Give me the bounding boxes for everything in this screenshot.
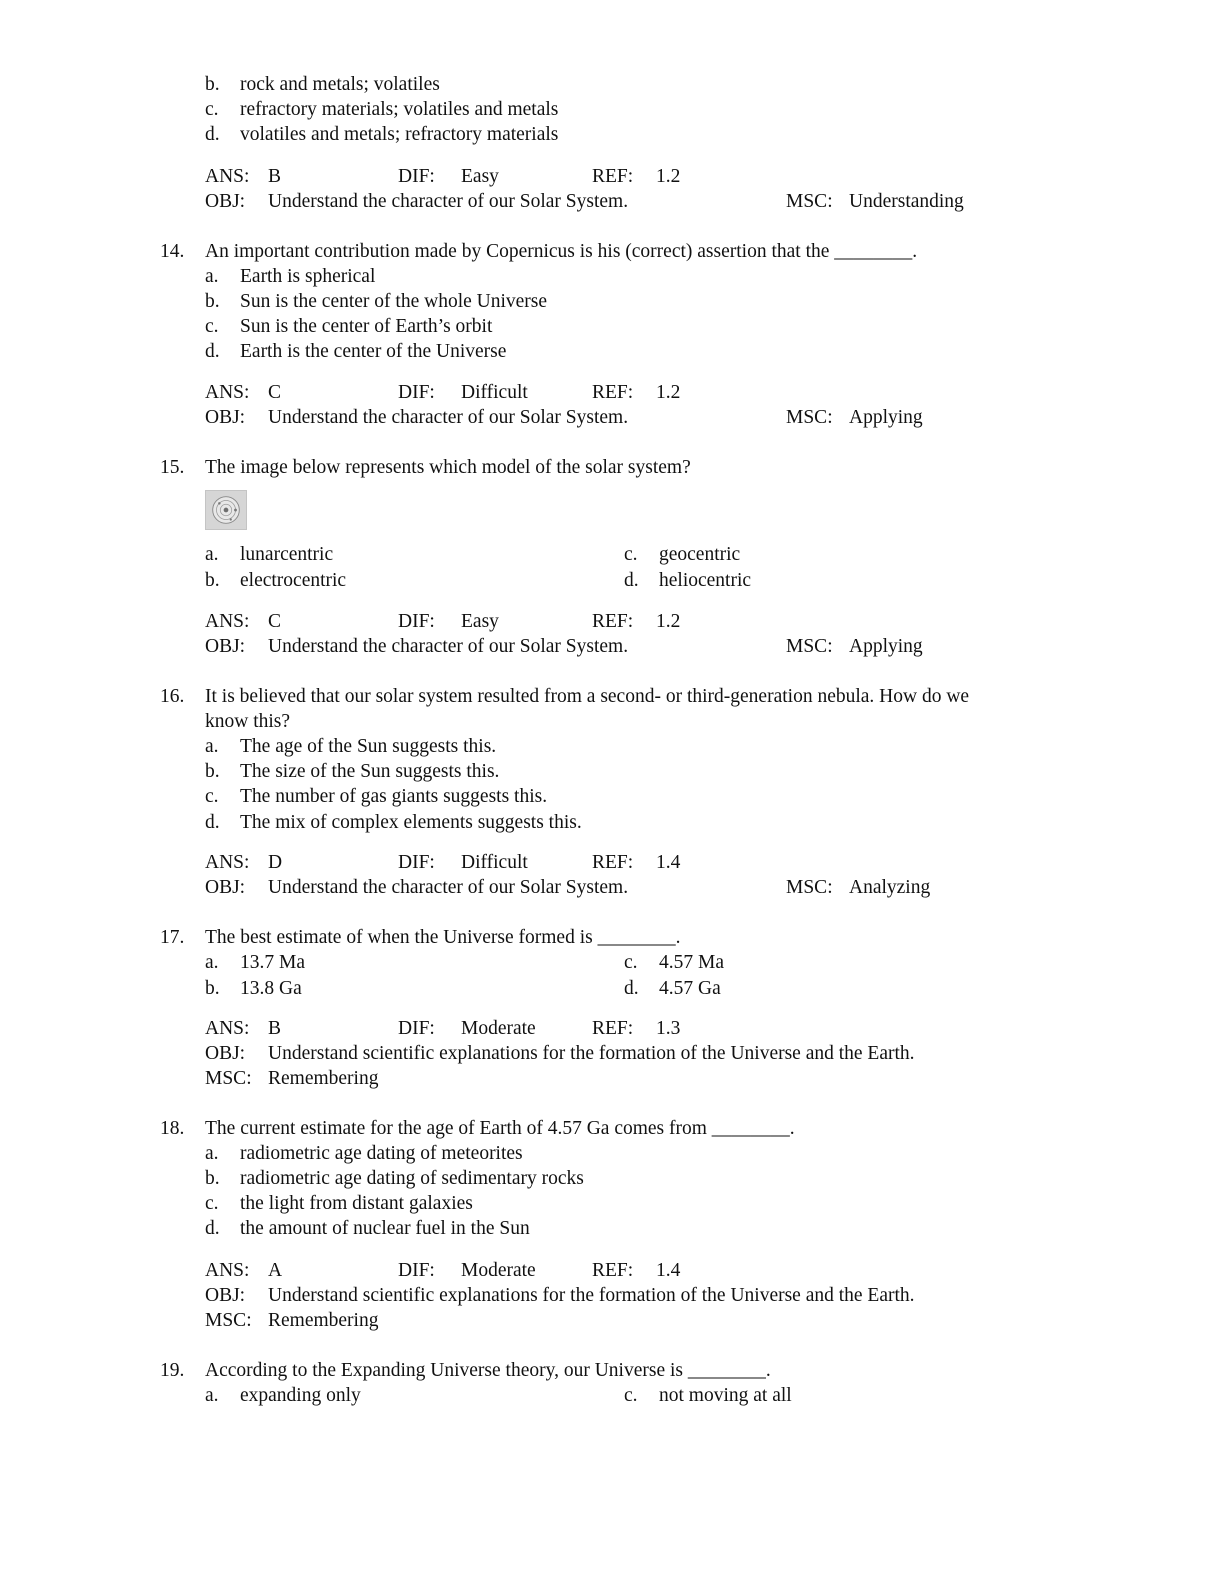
- dif-value: Easy: [461, 611, 499, 632]
- obj-value: Understand the character of our Solar System.: [268, 877, 629, 898]
- option-text: expanding only: [240, 1385, 361, 1406]
- question-number: 14.: [160, 241, 185, 262]
- option-text: radiometric age dating of sedimentary rocks: [240, 1168, 584, 1189]
- dif-value: Moderate: [461, 1260, 536, 1281]
- ref-value: 1.4: [656, 852, 681, 873]
- question-text-continued: know this?: [205, 711, 291, 732]
- option-letter: d.: [205, 124, 220, 145]
- ref-label: REF:: [592, 382, 634, 403]
- option-letter: a.: [205, 736, 219, 757]
- option-text: The mix of complex elements suggests this.: [240, 812, 582, 833]
- dif-value: Easy: [461, 166, 499, 187]
- obj-label: OBJ:: [205, 877, 246, 898]
- obj-value: Understand the character of our Solar System.: [268, 636, 629, 657]
- ref-label: REF:: [592, 611, 634, 632]
- msc-value: Applying: [849, 636, 923, 657]
- msc-label: MSC:: [786, 191, 833, 212]
- msc-value: Remembering: [268, 1068, 379, 1089]
- option-letter: c.: [624, 1385, 638, 1406]
- ans-value: C: [268, 611, 282, 632]
- ref-label: REF:: [592, 1018, 634, 1039]
- option-letter: d.: [205, 812, 220, 833]
- option-letter: d.: [205, 341, 220, 362]
- ans-value: B: [268, 166, 282, 187]
- dif-value: Difficult: [461, 382, 528, 403]
- option-text: heliocentric: [659, 570, 752, 591]
- ans-value: D: [268, 852, 283, 873]
- dif-label: DIF:: [398, 1260, 435, 1281]
- option-letter: c.: [205, 786, 219, 807]
- obj-value: Understand the character of our Solar System.: [268, 407, 629, 428]
- msc-value: Applying: [849, 407, 923, 428]
- option-letter: a.: [205, 544, 219, 565]
- option-letter: a.: [205, 952, 219, 973]
- ref-value: 1.4: [656, 1260, 681, 1281]
- msc-value: Remembering: [268, 1310, 379, 1331]
- option-letter: d.: [624, 570, 639, 591]
- ref-value: 1.2: [656, 382, 681, 403]
- msc-value: Understanding: [849, 191, 964, 212]
- option-letter: c.: [624, 544, 638, 565]
- obj-label: OBJ:: [205, 636, 246, 657]
- option-text: 4.57 Ga: [659, 978, 721, 999]
- option-text: refractory materials; volatiles and metals: [240, 99, 559, 120]
- option-text: electrocentric: [240, 570, 347, 591]
- option-text: The number of gas giants suggests this.: [240, 786, 548, 807]
- obj-label: OBJ:: [205, 1285, 246, 1306]
- ref-label: REF:: [592, 852, 634, 873]
- option-letter: c.: [624, 952, 638, 973]
- option-text: Earth is spherical: [240, 266, 376, 287]
- ans-label: ANS:: [205, 1018, 250, 1039]
- ref-label: REF:: [592, 166, 634, 187]
- option-letter: c.: [205, 99, 219, 120]
- option-text: 4.57 Ma: [659, 952, 724, 973]
- obj-value: Understand scientific explanations for the formation of the Universe and the Earth.: [268, 1043, 915, 1064]
- obj-label: OBJ:: [205, 1043, 246, 1064]
- ans-value: A: [268, 1260, 283, 1281]
- msc-value: Analyzing: [849, 877, 931, 898]
- ans-label: ANS:: [205, 852, 250, 873]
- option-letter: d.: [624, 978, 639, 999]
- msc-label: MSC:: [786, 636, 833, 657]
- ref-value: 1.2: [656, 611, 681, 632]
- ans-value: C: [268, 382, 282, 403]
- option-letter: b.: [205, 291, 220, 312]
- option-letter: b.: [205, 74, 220, 95]
- ans-value: B: [268, 1018, 282, 1039]
- option-letter: d.: [205, 1218, 220, 1239]
- obj-label: OBJ:: [205, 407, 246, 428]
- option-letter: b.: [205, 570, 220, 591]
- msc-label: MSC:: [205, 1068, 252, 1089]
- msc-label: MSC:: [786, 407, 833, 428]
- ans-label: ANS:: [205, 382, 250, 403]
- dif-label: DIF:: [398, 382, 435, 403]
- option-text: Earth is the center of the Universe: [240, 341, 507, 362]
- question-text: It is believed that our solar system resulted from a second- or third-generation nebula. How do we: [205, 686, 970, 707]
- ref-value: 1.2: [656, 166, 681, 187]
- question-number: 19.: [160, 1360, 185, 1381]
- option-text: radiometric age dating of meteorites: [240, 1143, 523, 1164]
- ans-label: ANS:: [205, 1260, 250, 1281]
- option-text: geocentric: [659, 544, 741, 565]
- option-text: Sun is the center of the whole Universe: [240, 291, 548, 312]
- ref-value: 1.3: [656, 1018, 681, 1039]
- obj-label: OBJ:: [205, 191, 246, 212]
- ans-label: ANS:: [205, 611, 250, 632]
- question-number: 16.: [160, 686, 185, 707]
- question-text: The current estimate for the age of Earth of 4.57 Ga comes from ________.: [205, 1118, 795, 1139]
- obj-value: Understand the character of our Solar System.: [268, 191, 629, 212]
- obj-value: Understand scientific explanations for the formation of the Universe and the Earth.: [268, 1285, 915, 1306]
- question-text: The best estimate of when the Universe formed is ________.: [205, 927, 681, 948]
- option-text: lunarcentric: [240, 544, 334, 565]
- option-text: not moving at all: [659, 1385, 792, 1406]
- question-text: An important contribution made by Copernicus is his (correct) assertion that the ________.: [205, 241, 918, 262]
- ans-label: ANS:: [205, 166, 250, 187]
- option-text: Sun is the center of Earth’s orbit: [240, 316, 493, 337]
- option-text: volatiles and metals; refractory materials: [240, 124, 559, 145]
- question-number: 18.: [160, 1118, 185, 1139]
- ref-label: REF:: [592, 1260, 634, 1281]
- msc-label: MSC:: [786, 877, 833, 898]
- question-number: 17.: [160, 927, 185, 948]
- question-number: 15.: [160, 457, 185, 478]
- dif-label: DIF:: [398, 852, 435, 873]
- dif-value: Moderate: [461, 1018, 536, 1039]
- option-letter: c.: [205, 1193, 219, 1214]
- option-text: rock and metals; volatiles: [240, 74, 440, 95]
- option-text: The size of the Sun suggests this.: [240, 761, 500, 782]
- solar-system-model-icon: [205, 490, 247, 530]
- option-letter: b.: [205, 978, 220, 999]
- question-text: According to the Expanding Universe theory, our Universe is ________.: [205, 1360, 771, 1381]
- option-letter: a.: [205, 1143, 219, 1164]
- option-letter: b.: [205, 1168, 220, 1189]
- msc-label: MSC:: [205, 1310, 252, 1331]
- option-text: the light from distant galaxies: [240, 1193, 473, 1214]
- dif-label: DIF:: [398, 1018, 435, 1039]
- option-letter: b.: [205, 761, 220, 782]
- option-letter: a.: [205, 266, 219, 287]
- option-letter: a.: [205, 1385, 219, 1406]
- option-text: the amount of nuclear fuel in the Sun: [240, 1218, 530, 1239]
- question-text: The image below represents which model of the solar system?: [205, 457, 691, 478]
- dif-value: Difficult: [461, 852, 528, 873]
- option-letter: c.: [205, 316, 219, 337]
- dif-label: DIF:: [398, 611, 435, 632]
- option-text: The age of the Sun suggests this.: [240, 736, 497, 757]
- option-text: 13.7 Ma: [240, 952, 305, 973]
- dif-label: DIF:: [398, 166, 435, 187]
- option-text: 13.8 Ga: [240, 978, 302, 999]
